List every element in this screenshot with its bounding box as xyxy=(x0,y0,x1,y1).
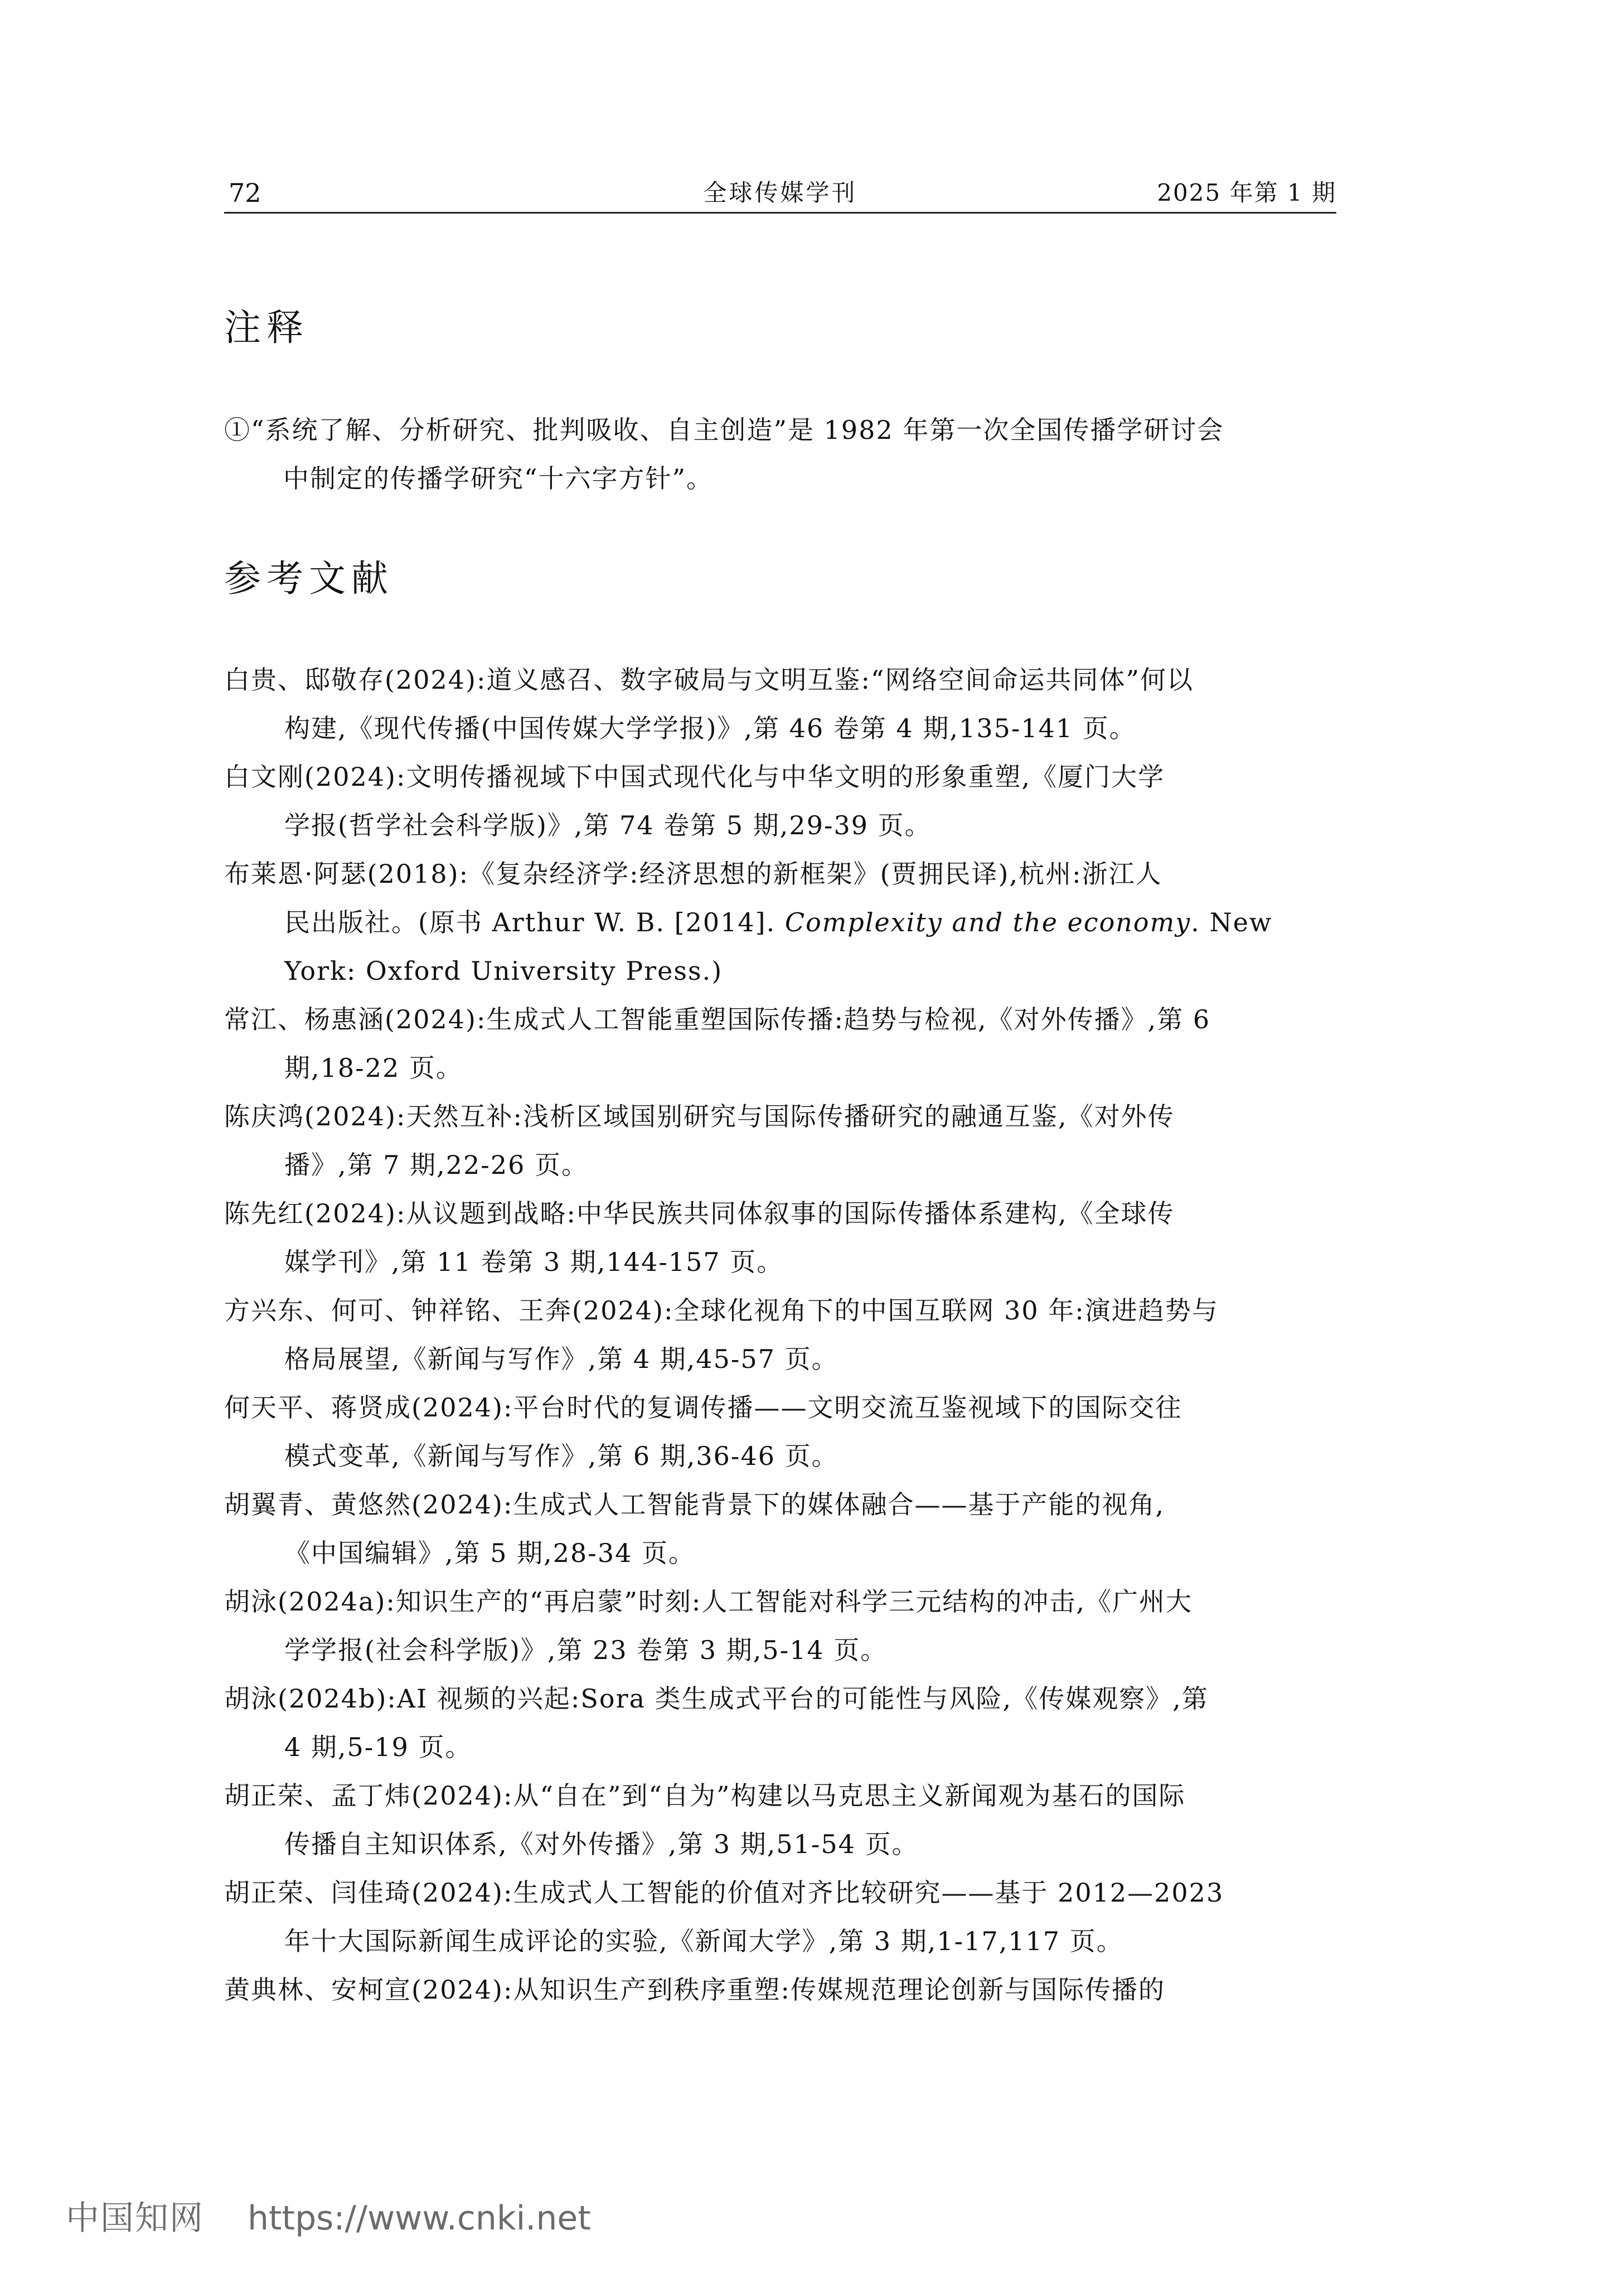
journal-name: 全球传媒学刊 xyxy=(703,179,857,206)
reference-text: . New xyxy=(1191,907,1273,937)
reference-line: 胡正荣、闫佳琦(2024):生成式人工智能的价值对齐比较研究——基于 2012—2023 xyxy=(224,1878,1224,1908)
reference-item xyxy=(224,753,1336,850)
reference-line: 媒学刊》,第 11 卷第 3 期,144-157 页。 xyxy=(284,1247,784,1277)
reference-item xyxy=(224,1578,1336,1675)
reference-line: 陈庆鸿(2024):天然互补:浅析区域国别研究与国际传播研究的融通互鉴,《对外传 xyxy=(224,1101,1175,1131)
running-header xyxy=(224,177,1336,214)
reference-line: 学报(哲学社会科学版)》,第 74 卷第 5 期,29-39 页。 xyxy=(284,810,932,840)
reference-list xyxy=(224,656,1336,2014)
reference-line: 学学报(社会科学版)》,第 23 卷第 3 期,5-14 页。 xyxy=(284,1635,888,1665)
footnote-item xyxy=(224,406,1336,503)
notes-heading: 注释 xyxy=(224,306,309,349)
footnote-line: 中制定的传播学研究“十六字方针”。 xyxy=(283,463,714,494)
reference-item xyxy=(224,1092,1336,1189)
reference-line: 陈先红(2024):从议题到战略:中华民族共同体叙事的国际传播体系建构,《全球传 xyxy=(224,1198,1175,1228)
cnki-watermark xyxy=(66,2196,591,2241)
footnote-list xyxy=(224,406,1336,503)
reference-line: 常江、杨惠涵(2024):生成式人工智能重塑国际传播:趋势与检视,《对外传播》,第 6 xyxy=(224,1004,1211,1034)
reference-line-with-italic xyxy=(224,898,1336,947)
reference-line: 播》,第 7 期,22-26 页。 xyxy=(284,1150,588,1180)
reference-line: 格局展望,《新闻与写作》,第 4 期,45-57 页。 xyxy=(284,1344,838,1374)
reference-item xyxy=(224,1966,1336,2014)
reference-line: 何天平、蒋贤成(2024):平台时代的复调传播——文明交流互鉴视域下的国际交往 xyxy=(224,1392,1182,1423)
reference-item xyxy=(224,1286,1336,1384)
reference-line: 胡泳(2024a):知识生产的“再启蒙”时刻:人工智能对科学三元结构的冲击,《广州大 xyxy=(224,1587,1193,1617)
reference-item xyxy=(224,995,1336,1092)
reference-line: 《中国编辑》,第 5 期,28-34 页。 xyxy=(284,1538,695,1568)
reference-item xyxy=(224,1869,1336,1966)
cnki-logo-text: 中国知网 xyxy=(66,2199,204,2238)
reference-item xyxy=(224,1772,1336,1869)
reference-text: 民出版社。(原书 Arthur W. B. [2014]. xyxy=(284,907,785,937)
reference-line: 白贵、邸敬存(2024):道义感召、数字破局与文明互鉴:“网络空间命运共同体”何以 xyxy=(224,665,1194,695)
reference-line: 胡正荣、孟丁炜(2024):从“自在”到“自为”构建以马克思主义新闻观为基石的国际 xyxy=(224,1781,1186,1811)
reference-line: 白文刚(2024):文明传播视域下中国式现代化与中华文明的形象重塑,《厦门大学 xyxy=(224,762,1165,792)
reference-item xyxy=(224,1675,1336,1772)
reference-item xyxy=(224,1481,1336,1578)
reference-line: York: Oxford University Press.) xyxy=(284,956,723,986)
reference-item xyxy=(224,1384,1336,1481)
reference-line: 胡翼青、黄悠然(2024):生成式人工智能背景下的媒体融合——基于产能的视角, xyxy=(224,1489,1165,1520)
reference-line: 传播自主知识体系,《对外传播》,第 3 期,51-54 页。 xyxy=(284,1829,919,1859)
reference-line: 构建,《现代传播(中国传媒大学学报)》,第 46 卷第 4 期,135-141 页。 xyxy=(284,713,1136,743)
reference-line: 黄典林、安柯宣(2024):从知识生产到秩序重塑:传媒规范理论创新与国际传播的 xyxy=(224,1975,1165,2005)
reference-line: 年十大国际新闻生成评论的实验,《新闻大学》,第 3 期,1-17,117 页。 xyxy=(284,1926,1123,1956)
reference-item xyxy=(224,1189,1336,1286)
reference-line: 胡泳(2024b):AI 视频的兴起:Sora 类生成式平台的可能性与风险,《传媒观察》,第 xyxy=(224,1684,1209,1714)
issue-label: 2025 年第 1 期 xyxy=(1157,179,1336,206)
book-title-italic: Complexity and the economy xyxy=(784,907,1191,937)
reference-line: 方兴东、何可、钟祥铭、王奔(2024):全球化视角下的中国互联网 30 年:演进趋势与 xyxy=(224,1295,1219,1326)
references-heading: 参考文献 xyxy=(224,557,394,600)
cnki-url[interactable]: https://www.cnki.net xyxy=(248,2199,591,2238)
reference-line: 4 期,5-19 页。 xyxy=(284,1732,472,1762)
page-number: 72 xyxy=(229,178,261,208)
footnote-line: ①“系统了解、分析研究、批判吸收、自主创造”是 1982 年第一次全国传播学研讨会 xyxy=(224,415,1224,445)
reference-line: 模式变革,《新闻与写作》,第 6 期,36-46 页。 xyxy=(284,1441,838,1471)
reference-item xyxy=(224,656,1336,753)
reference-line: 期,18-22 页。 xyxy=(284,1053,463,1083)
reference-line: 布莱恩·阿瑟(2018):《复杂经济学:经济思想的新框架》(贾拥民译),杭州:浙江人 xyxy=(224,859,1162,889)
reference-item xyxy=(224,850,1336,995)
